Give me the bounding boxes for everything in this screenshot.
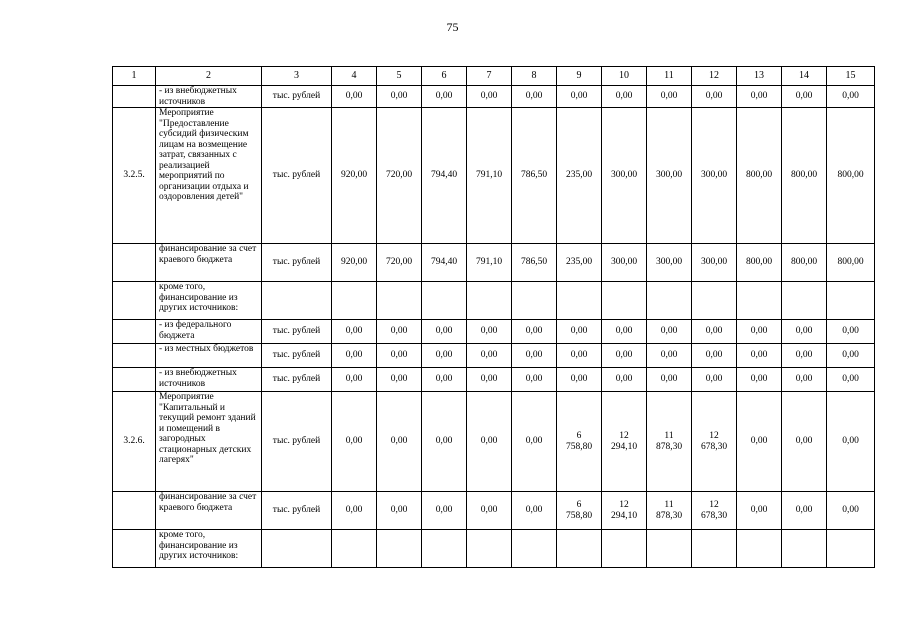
value-cell: 0,00	[422, 392, 467, 492]
value-cell: 0,00	[422, 492, 467, 530]
row-code	[113, 492, 156, 530]
table-row	[113, 320, 875, 344]
value-cell: 0,00	[827, 392, 875, 492]
row-description: кроме того, финансирование из других источников:	[156, 530, 262, 568]
value-cell: 0,00	[782, 368, 827, 392]
row-code	[113, 344, 156, 368]
table-row	[113, 108, 875, 244]
value-cell: 300,00	[692, 244, 737, 282]
value-cell	[782, 282, 827, 320]
value-cell: 0,00	[782, 492, 827, 530]
value-cell	[602, 282, 647, 320]
row-code	[113, 86, 156, 108]
value-cell: 12 294,10	[602, 492, 647, 530]
value-cell: 0,00	[332, 86, 377, 108]
value-cell: 0,00	[512, 368, 557, 392]
column-header: 2	[156, 67, 262, 86]
value-cell: 6 758,80	[557, 392, 602, 492]
value-cell	[782, 530, 827, 568]
value-cell: 11 878,30	[647, 492, 692, 530]
value-cell: 300,00	[647, 108, 692, 244]
row-description: Мероприятие "Капитальный и текущий ремонт зданий и помещений в загородных стационарных детских лагерях"	[156, 392, 262, 492]
value-cell: 0,00	[332, 320, 377, 344]
value-cell: 0,00	[737, 344, 782, 368]
value-cell: 0,00	[512, 344, 557, 368]
table-row	[113, 244, 875, 282]
value-cell: 0,00	[557, 368, 602, 392]
value-cell	[332, 282, 377, 320]
row-code	[113, 368, 156, 392]
value-cell	[467, 282, 512, 320]
value-cell	[467, 530, 512, 568]
value-cell: 300,00	[602, 108, 647, 244]
value-cell: 0,00	[422, 320, 467, 344]
value-cell: 0,00	[647, 320, 692, 344]
value-cell: 0,00	[827, 344, 875, 368]
value-cell: 0,00	[602, 344, 647, 368]
value-cell: 235,00	[557, 244, 602, 282]
value-cell: 0,00	[602, 320, 647, 344]
value-cell: 0,00	[332, 368, 377, 392]
value-cell: 0,00	[467, 86, 512, 108]
value-cell: 0,00	[782, 320, 827, 344]
row-code	[113, 320, 156, 344]
row-description: финансирование за счет краевого бюджета	[156, 492, 262, 530]
column-header: 3	[262, 67, 332, 86]
row-unit: тыс. рублей	[262, 344, 332, 368]
value-cell: 800,00	[737, 108, 782, 244]
row-code	[113, 282, 156, 320]
value-cell: 0,00	[782, 86, 827, 108]
row-unit: тыс. рублей	[262, 368, 332, 392]
value-cell: 0,00	[557, 86, 602, 108]
value-cell: 0,00	[737, 86, 782, 108]
value-cell: 0,00	[602, 86, 647, 108]
value-cell	[332, 530, 377, 568]
value-cell: 300,00	[602, 244, 647, 282]
row-unit: тыс. рублей	[262, 392, 332, 492]
value-cell: 920,00	[332, 108, 377, 244]
value-cell: 0,00	[737, 368, 782, 392]
value-cell: 12 678,30	[692, 392, 737, 492]
row-description: - из федерального бюджета	[156, 320, 262, 344]
column-header: 4	[332, 67, 377, 86]
value-cell: 0,00	[557, 344, 602, 368]
value-cell: 0,00	[377, 320, 422, 344]
value-cell: 0,00	[557, 320, 602, 344]
column-header: 15	[827, 67, 875, 86]
value-cell: 0,00	[737, 492, 782, 530]
page-number: 75	[446, 20, 459, 34]
row-code	[113, 244, 156, 282]
column-header: 13	[737, 67, 782, 86]
value-cell: 0,00	[332, 344, 377, 368]
value-cell: 791,10	[467, 108, 512, 244]
value-cell: 235,00	[557, 108, 602, 244]
table-row	[113, 282, 875, 320]
value-cell: 11 878,30	[647, 392, 692, 492]
value-cell: 0,00	[692, 344, 737, 368]
value-cell: 0,00	[647, 86, 692, 108]
value-cell	[737, 282, 782, 320]
value-cell: 0,00	[332, 492, 377, 530]
value-cell: 0,00	[377, 368, 422, 392]
value-cell	[377, 530, 422, 568]
value-cell: 0,00	[692, 86, 737, 108]
table-row	[113, 530, 875, 568]
value-cell: 0,00	[737, 320, 782, 344]
row-description: Мероприятие "Предоставление субсидий физическим лицам на возмещение затрат, связанных с реализацией мероприятий по организации отдыха и оздоровления детей"	[156, 108, 262, 244]
row-unit: тыс. рублей	[262, 492, 332, 530]
value-cell: 0,00	[467, 320, 512, 344]
value-cell: 800,00	[782, 244, 827, 282]
value-cell: 0,00	[512, 492, 557, 530]
value-cell: 0,00	[377, 86, 422, 108]
value-cell	[647, 282, 692, 320]
value-cell: 786,50	[512, 108, 557, 244]
value-cell: 0,00	[422, 344, 467, 368]
value-cell	[557, 530, 602, 568]
value-cell	[737, 530, 782, 568]
column-header: 14	[782, 67, 827, 86]
value-cell: 0,00	[827, 86, 875, 108]
table-row	[113, 492, 875, 530]
row-code: 3.2.5.	[113, 108, 156, 244]
value-cell: 0,00	[692, 368, 737, 392]
value-cell	[827, 282, 875, 320]
row-unit	[262, 282, 332, 320]
value-cell	[512, 282, 557, 320]
value-cell: 0,00	[782, 392, 827, 492]
column-header: 10	[602, 67, 647, 86]
value-cell: 794,40	[422, 244, 467, 282]
value-cell	[692, 282, 737, 320]
table-row	[113, 344, 875, 368]
value-cell: 0,00	[827, 368, 875, 392]
value-cell: 0,00	[467, 344, 512, 368]
value-cell: 12 678,30	[692, 492, 737, 530]
value-cell	[827, 530, 875, 568]
value-cell: 0,00	[377, 392, 422, 492]
column-header: 6	[422, 67, 467, 86]
value-cell: 0,00	[737, 392, 782, 492]
value-cell: 300,00	[647, 244, 692, 282]
row-unit: тыс. рублей	[262, 244, 332, 282]
table-row	[113, 368, 875, 392]
value-cell	[692, 530, 737, 568]
value-cell: 0,00	[602, 368, 647, 392]
value-cell: 800,00	[737, 244, 782, 282]
value-cell: 0,00	[467, 368, 512, 392]
value-cell: 300,00	[692, 108, 737, 244]
row-description: - из внебюджетных источников	[156, 368, 262, 392]
value-cell: 0,00	[377, 492, 422, 530]
value-cell	[377, 282, 422, 320]
row-code: 3.2.6.	[113, 392, 156, 492]
value-cell: 786,50	[512, 244, 557, 282]
row-description: финансирование за счет краевого бюджета	[156, 244, 262, 282]
value-cell: 0,00	[827, 320, 875, 344]
value-cell: 0,00	[332, 392, 377, 492]
value-cell: 0,00	[647, 344, 692, 368]
value-cell: 0,00	[467, 392, 512, 492]
row-description: - из внебюджетных источников	[156, 86, 262, 108]
value-cell: 720,00	[377, 244, 422, 282]
value-cell: 800,00	[827, 108, 875, 244]
value-cell: 0,00	[782, 344, 827, 368]
value-cell	[422, 530, 467, 568]
value-cell: 800,00	[827, 244, 875, 282]
value-cell: 0,00	[467, 492, 512, 530]
value-cell: 0,00	[827, 492, 875, 530]
value-cell: 0,00	[512, 320, 557, 344]
value-cell: 720,00	[377, 108, 422, 244]
value-cell	[422, 282, 467, 320]
value-cell: 0,00	[512, 392, 557, 492]
column-header: 12	[692, 67, 737, 86]
row-description: - из местных бюджетов	[156, 344, 262, 368]
value-cell	[557, 282, 602, 320]
value-cell: 794,40	[422, 108, 467, 244]
value-cell: 920,00	[332, 244, 377, 282]
row-unit: тыс. рублей	[262, 86, 332, 108]
value-cell: 0,00	[422, 368, 467, 392]
row-unit: тыс. рублей	[262, 108, 332, 244]
value-cell	[602, 530, 647, 568]
column-header: 9	[557, 67, 602, 86]
value-cell: 6 758,80	[557, 492, 602, 530]
table-row	[113, 86, 875, 108]
table-header-row	[113, 67, 875, 86]
value-cell: 791,10	[467, 244, 512, 282]
column-header: 5	[377, 67, 422, 86]
value-cell	[647, 530, 692, 568]
value-cell: 0,00	[422, 86, 467, 108]
column-header: 8	[512, 67, 557, 86]
value-cell	[512, 530, 557, 568]
column-header: 7	[467, 67, 512, 86]
value-cell: 0,00	[377, 344, 422, 368]
row-unit	[262, 530, 332, 568]
row-code	[113, 530, 156, 568]
value-cell: 0,00	[647, 368, 692, 392]
row-description: кроме того, финансирование из других источников:	[156, 282, 262, 320]
table-row	[113, 392, 875, 492]
row-unit: тыс. рублей	[262, 320, 332, 344]
column-header: 1	[113, 67, 156, 86]
budget-table	[112, 66, 875, 568]
column-header: 11	[647, 67, 692, 86]
value-cell: 0,00	[512, 86, 557, 108]
value-cell: 0,00	[692, 320, 737, 344]
value-cell: 800,00	[782, 108, 827, 244]
value-cell: 12 294,10	[602, 392, 647, 492]
